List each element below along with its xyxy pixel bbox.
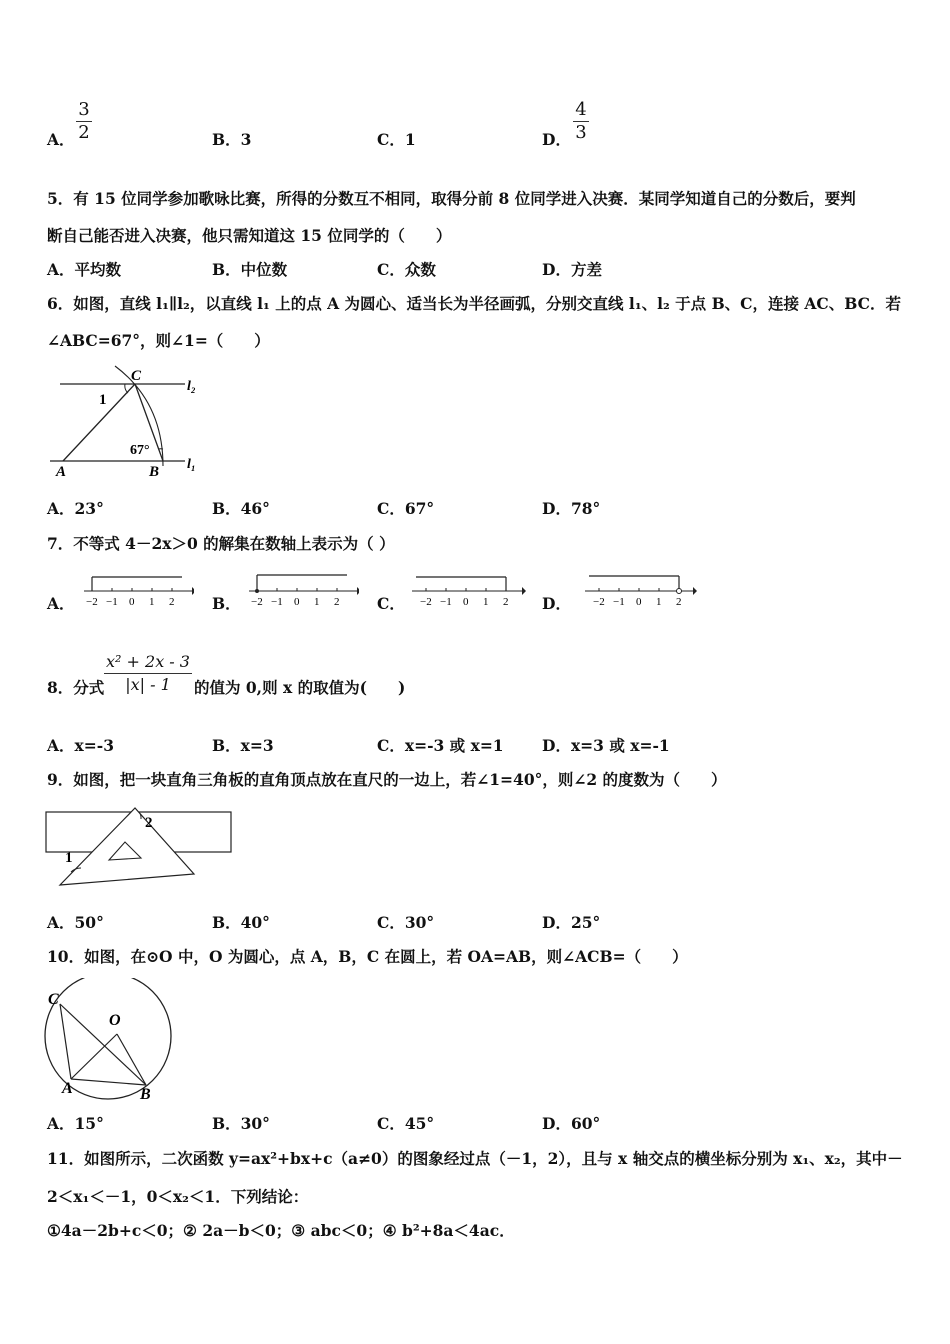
q6-text-line2: ∠ABC=67°，则∠1=（ ） [47,331,270,350]
q7-number-line-c [410,568,528,610]
q7-d-tick-1: 1 [656,596,662,608]
q5-text-line2: 断自己能否进入决赛，他只需知道这 15 位同学的（ ） [47,226,452,245]
q8-suffix: 的值为 0,则 x 的取值为( ) [194,678,406,697]
q7-b-tick-0: 0 [294,596,300,608]
q7-a-tick-2: 2 [169,596,175,608]
q6-figure [45,362,205,482]
q5-option-b: B．中位数 [212,260,288,279]
q6-text-line1: 6．如图，直线 l₁∥l₂，以直线 l₁ 上的点 A 为圆心、适当长为半径画弧，分别交直线 l₁、l₂ 于点 B、C，连接 AC、BC．若 [47,294,901,313]
q7-text-line1: 7．不等式 4－2x＞0 的解集在数轴上表示为（ ） [47,534,395,553]
q7-option-d-label: D． [542,594,571,613]
q6-option-d: D．78° [542,499,601,518]
q10-label-c: C [48,991,59,1008]
q7-number-line-b [247,568,359,610]
q6-label-a: A [56,464,67,480]
q4-option-d-denominator: 3 [575,122,587,143]
q11-text-line2: 2＜x₁＜－1，0＜x₂＜1．下列结论： [47,1187,309,1206]
q4-option-d-numerator: 4 [575,99,587,120]
q10-option-b: B．30° [212,1114,270,1133]
q10-label-o: O [109,1012,121,1029]
q7-c-tick-2: 2 [503,596,509,608]
q7-b-tick-neg1: −1 [271,596,283,608]
q8-option-c: C．x=-3 或 x=1 [377,736,504,755]
q6-label-l2: l₂ [187,379,196,394]
q11-text-line3: ①4a－2b+c＜0；② 2a－b＜0；③ abc＜0；④ b²+8a＜4ac． [47,1221,515,1240]
q7-a-tick-neg1: −1 [106,596,118,608]
q10-label-b: B [140,1086,151,1102]
q4-option-a-numerator: 3 [78,99,90,120]
q4-option-a-denominator: 2 [78,122,90,143]
q7-c-tick-0: 0 [463,596,469,608]
q4-option-a-fraction [76,100,92,143]
q5-option-d: D．方差 [542,260,602,279]
q5-option-a: A．平均数 [47,260,122,279]
q10-text-line1: 10．如图，在⊙O 中，O 为圆心，点 A，B，C 在圆上，若 OA=AB，则∠ACB=（ ） [47,947,688,966]
q4-option-a-label: A． [47,130,75,149]
q10-figure [43,978,177,1102]
q6-label-l1: l₁ [187,457,196,472]
q7-option-c-label: C． [377,594,405,613]
q4-option-b: B．3 [212,130,252,149]
q7-a-tick-0: 0 [129,596,135,608]
q7-c-tick-1: 1 [483,596,489,608]
q10-label-a: A [62,1080,73,1097]
q9-label-angle1: 1 [65,850,73,866]
q6-label-b: B [149,464,160,480]
q9-option-a: A．50° [47,913,104,932]
q7-option-b-label: B． [212,594,241,613]
q7-number-line-d [583,568,699,610]
q7-d-tick-2: 2 [676,596,682,608]
q9-option-c: C．30° [377,913,435,932]
q8-prefix: 8．分式 [47,678,105,697]
q6-label-c: C [131,368,142,384]
q6-label-angle1: 1 [99,392,107,408]
q9-option-d: D．25° [542,913,601,932]
q7-d-tick-0: 0 [636,596,642,608]
q8-numerator: x² + 2x - 3 [106,652,190,671]
q8-option-d: D．x=3 或 x=-1 [542,736,670,755]
q7-b-tick-neg2: −2 [251,596,263,608]
q5-text-line1: 5．有 15 位同学参加歌咏比赛，所得的分数互不相同，取得分前 8 位同学进入决赛．某同学知道自己的分数后，要判 [47,189,856,208]
q11-text-line1: 11．如图所示，二次函数 y=ax²+bx+c（a≠0）的图象经过点（－1，2），且与 x 轴交点的横坐标分别为 x₁、x₂，其中－ [47,1149,903,1168]
q4-option-d-label: D． [542,130,571,149]
q8-denominator: |x| - 1 [125,675,171,694]
q8-option-a: A．x=-3 [47,736,114,755]
q6-label-angle67: 67° [130,443,150,458]
q5-option-c: C．众数 [377,260,436,279]
q6-option-c: C．67° [377,499,435,518]
q4-option-d-fraction [573,100,589,143]
q10-option-c: C．45° [377,1114,435,1133]
q6-option-b: B．46° [212,499,270,518]
q7-b-tick-1: 1 [314,596,320,608]
q7-option-a-label: A． [47,594,75,613]
q9-option-b: B．40° [212,913,270,932]
q7-b-tick-2: 2 [334,596,340,608]
q7-c-tick-neg2: −2 [420,596,432,608]
q7-d-tick-neg2: −2 [593,596,605,608]
q4-option-c: C．1 [377,130,416,149]
q7-d-tick-neg1: −1 [613,596,625,608]
q8-option-b: B．x=3 [212,736,274,755]
q9-figure [43,806,237,890]
q10-option-a: A．15° [47,1114,104,1133]
q7-c-tick-neg1: −1 [440,596,452,608]
q7-number-line-a [82,568,194,610]
q10-option-d: D．60° [542,1114,601,1133]
q9-text-line1: 9．如图，把一块直角三角板的直角顶点放在直尺的一边上，若∠1=40°，则∠2 的度数为（ ） [47,770,727,789]
q8-fraction [104,652,192,695]
q9-label-angle2: 2 [145,815,153,831]
q7-a-tick-1: 1 [149,596,155,608]
q7-a-tick-neg2: −2 [86,596,98,608]
q6-option-a: A．23° [47,499,104,518]
